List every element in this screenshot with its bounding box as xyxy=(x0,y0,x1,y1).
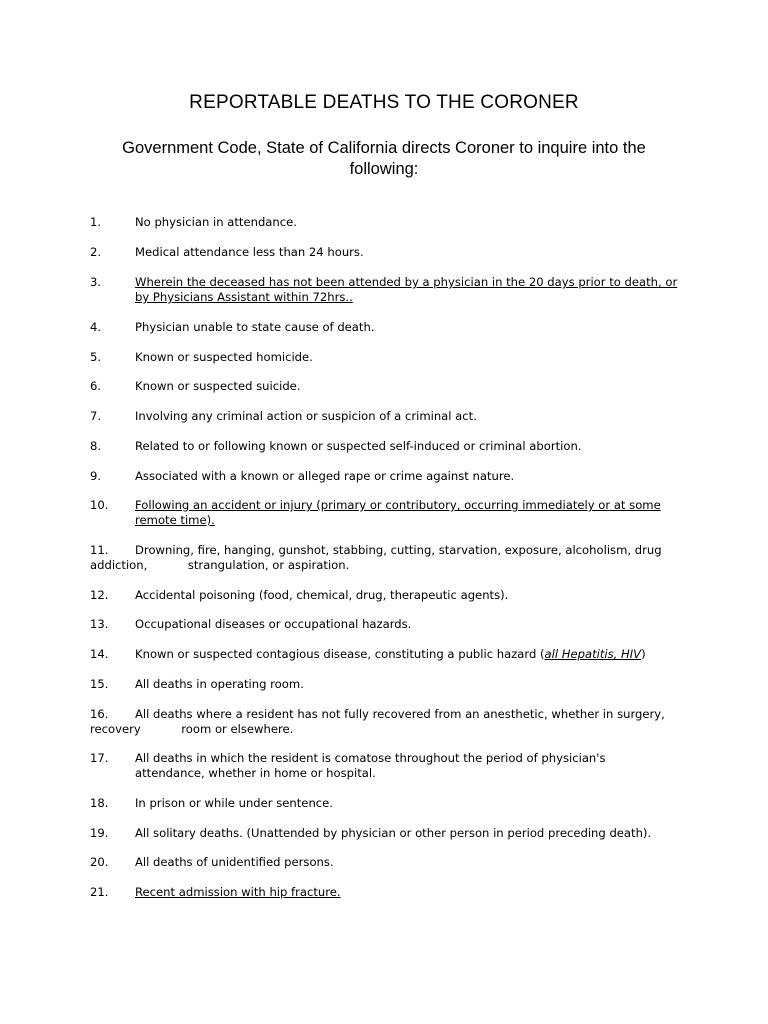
item-text: Medical attendance less than 24 hours. xyxy=(135,245,364,259)
item-number: 7. xyxy=(90,409,102,423)
list-item xyxy=(90,855,690,870)
list-item xyxy=(90,439,690,454)
item-number: 20. xyxy=(90,855,109,869)
item-number: 18. xyxy=(90,796,109,810)
item-number: 9. xyxy=(90,469,102,483)
list-item xyxy=(90,796,690,811)
item-text-line-1: Drowning, fire, hanging, gunshot, stabbing, cutting, starvation, exposure, alcoholism, drug xyxy=(135,543,662,557)
item-number: 13. xyxy=(90,617,109,631)
item-text: Known or suspected suicide. xyxy=(135,379,301,393)
item-number: 2. xyxy=(90,245,102,259)
list-item xyxy=(90,885,690,900)
item-number: 4. xyxy=(90,320,102,334)
list-item xyxy=(90,409,690,424)
list-item xyxy=(90,379,690,394)
document-subtitle: Government Code, State of California directs Coroner to inquire into the following: xyxy=(122,139,646,178)
item-text-line-1: All deaths where a resident has not fully recovered from an anesthetic, whether in surgery, xyxy=(135,707,665,721)
list-item xyxy=(90,751,670,781)
list-item xyxy=(90,543,690,573)
list-item xyxy=(90,707,690,737)
item-number: 12. xyxy=(90,588,109,602)
item-number: 11. xyxy=(90,543,109,557)
item-number: 15. xyxy=(90,677,109,691)
item-text: In prison or while under sentence. xyxy=(135,796,333,810)
item-text-line-2: addiction, strangulation, or aspiration. xyxy=(90,558,350,572)
list-item xyxy=(90,617,690,632)
item-text: Involving any criminal action or suspicion of a criminal act. xyxy=(135,409,477,423)
item-text-end: ) xyxy=(641,647,646,661)
list-item xyxy=(90,498,680,528)
item-number: 16. xyxy=(90,707,109,721)
item-text: Physician unable to state cause of death. xyxy=(135,320,375,334)
item-text: Following an accident or injury (primary or contributory, occurring immediately or at some remote time). xyxy=(135,498,661,527)
list-item xyxy=(90,588,690,603)
item-number: 1. xyxy=(90,215,102,229)
list-item xyxy=(90,350,690,365)
item-number: 3. xyxy=(90,275,102,289)
item-number: 8. xyxy=(90,439,102,453)
item-number: 19. xyxy=(90,826,109,840)
item-text-line-2: recovery room or elsewhere. xyxy=(90,722,294,736)
item-text: Occupational diseases or occupational hazards. xyxy=(135,617,412,631)
item-text: All solitary deaths. (Unattended by physician or other person in period preceding death). xyxy=(135,826,652,840)
item-text: Known or suspected homicide. xyxy=(135,350,313,364)
item-number: 14. xyxy=(90,647,109,661)
item-text: All deaths of unidentified persons. xyxy=(135,855,334,869)
list-item xyxy=(90,215,690,230)
list-item xyxy=(90,320,690,335)
item-text xyxy=(135,647,690,662)
item-number: 21. xyxy=(90,885,109,899)
list-item xyxy=(90,677,690,692)
list-item xyxy=(90,469,690,484)
document-title: REPORTABLE DEATHS TO THE CORONER xyxy=(189,92,579,113)
item-text: All deaths in operating room. xyxy=(135,677,304,691)
item-number: 17. xyxy=(90,751,109,765)
list-item xyxy=(90,826,690,841)
item-number: 10. xyxy=(90,498,109,512)
item-number: 5. xyxy=(90,350,102,364)
item-text-main: Known or suspected contagious disease, constituting a public hazard ( xyxy=(135,647,545,661)
item-text: Associated with a known or alleged rape or crime against nature. xyxy=(135,469,515,483)
item-text-emphasis: all Hepatitis, HIV xyxy=(544,647,642,661)
item-text: Related to or following known or suspected self-induced or criminal abortion. xyxy=(135,439,582,453)
item-text: Wherein the deceased has not been attended by a physician in the 20 days prior to death, or by Physicians Assistant within 72hrs.. xyxy=(135,275,678,304)
item-text: Accidental poisoning (food, chemical, drug, therapeutic agents). xyxy=(135,588,509,602)
list-item xyxy=(90,245,690,260)
list-item xyxy=(90,275,680,305)
item-text: All deaths in which the resident is comatose throughout the period of physician's attendance, whether in home or hospital. xyxy=(135,751,606,780)
item-text: No physician in attendance. xyxy=(135,215,297,229)
item-number: 6. xyxy=(90,379,102,393)
list-item xyxy=(90,647,690,662)
item-text: Recent admission with hip fracture. xyxy=(135,885,341,899)
